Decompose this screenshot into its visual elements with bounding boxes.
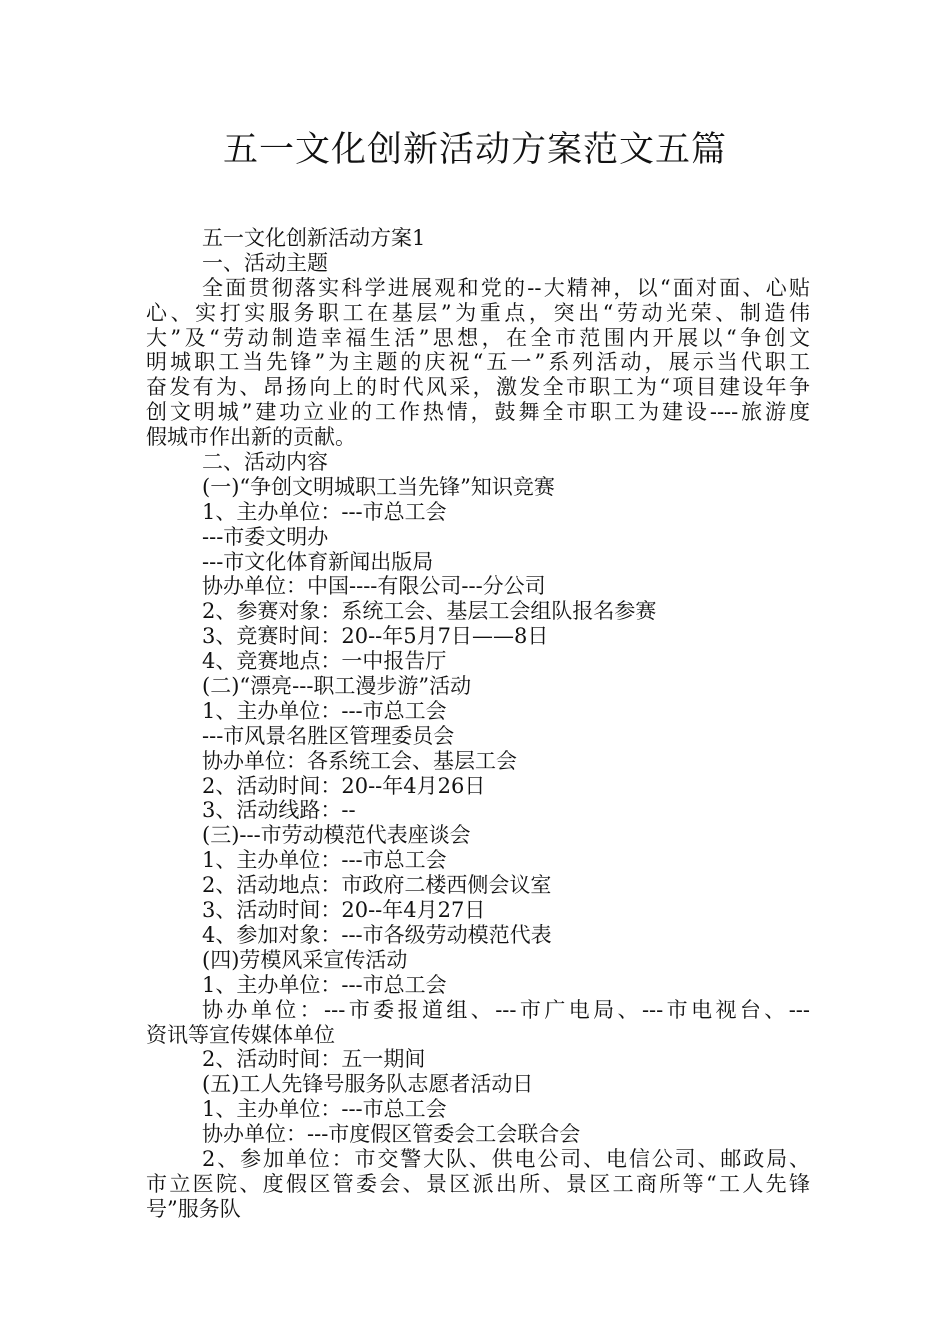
text-line: 明城职工当先锋”为主题的庆祝“五一”系列活动，展示当代职工: [146, 350, 810, 375]
text-line: 2、活动时间：五一期间: [202, 1047, 426, 1072]
text-line: 1、主办单位：---市总工会: [202, 848, 447, 873]
text-line: 1、主办单位：---市总工会: [202, 698, 447, 723]
text-line: ---市委文明办: [202, 524, 329, 549]
text-line: (三)---市劳动模范代表座谈会: [202, 823, 471, 848]
text-line: 3、竞赛时间：20--年5月7日——8日: [202, 624, 549, 649]
text-line: 1、主办单位：---市总工会: [202, 499, 447, 524]
text-line: (二)“漂亮---职工漫步游”活动: [202, 674, 472, 699]
text-line: 1、主办单位：---市总工会: [202, 1097, 447, 1122]
document-title: 五一文化创新活动方案范文五篇: [222, 130, 727, 170]
text-line: 一、活动主题: [202, 250, 328, 275]
text-line: 二、活动内容: [202, 450, 328, 475]
text-line: 奋发有为、昂扬向上的时代风采，激发全市职工为“项目建设年争: [146, 375, 810, 400]
text-line: 3、活动线路：--: [202, 798, 356, 823]
text-line: 创文明城”建功立业的工作热情，鼓舞全市职工为建设----旅游度: [146, 400, 810, 425]
text-line: 协办单位：中国----有限公司---分公司: [202, 574, 546, 599]
text-line: (四)劳模风采宣传活动: [202, 947, 408, 972]
text-line: 4、参加对象：---市各级劳动模范代表: [202, 922, 552, 947]
text-line: 全面贯彻落实科学进展观和党的--大精神，以“面对面、心贴: [202, 275, 810, 300]
text-line: 2、活动地点：市政府二楼西侧会议室: [202, 873, 552, 898]
text-line: 资讯等宣传媒体单位: [146, 1022, 335, 1047]
text-line: 4、竞赛地点：一中报告厅: [202, 649, 447, 674]
text-line: 2、参加单位：市交警大队、供电公司、电信公司、邮政局、: [202, 1146, 810, 1171]
text-line: ---市文化体育新闻出版局: [202, 549, 434, 574]
text-line: 协办单位：---市委报道组、---市广电局、---市电视台、---: [202, 997, 810, 1022]
text-line: 2、参赛对象：系统工会、基层工会组队报名参赛: [202, 599, 657, 624]
text-line: (五)工人先锋号服务队志愿者活动日: [202, 1072, 534, 1097]
text-line: 3、活动时间：20--年4月27日: [202, 898, 486, 923]
text-line: 1、主办单位：---市总工会: [202, 972, 447, 997]
text-line: 市立医院、度假区管委会、景区派出所、景区工商所等“工人先锋: [146, 1171, 810, 1196]
text-line: 协办单位：各系统工会、基层工会: [202, 748, 517, 773]
text-line: 假城市作出新的贡献。: [146, 425, 356, 450]
text-line: 大”及“劳动制造幸福生活”思想，在全市范围内开展以“争创文: [146, 325, 810, 350]
text-line: (一)“争创文明城职工当先锋”知识竞赛: [202, 474, 555, 499]
text-line: 五一文化创新活动方案1: [202, 226, 426, 250]
document-body: [146, 226, 810, 1222]
text-line: 心、实打实服务职工在基层”为重点，突出“劳动光荣、制造伟: [146, 300, 810, 325]
text-line: 号”服务队: [146, 1196, 241, 1221]
text-line: ---市风景名胜区管理委员会: [202, 723, 455, 748]
text-line: 2、活动时间：20--年4月26日: [202, 773, 486, 798]
text-line: 协办单位：---市度假区管委会工会联合会: [202, 1122, 581, 1147]
